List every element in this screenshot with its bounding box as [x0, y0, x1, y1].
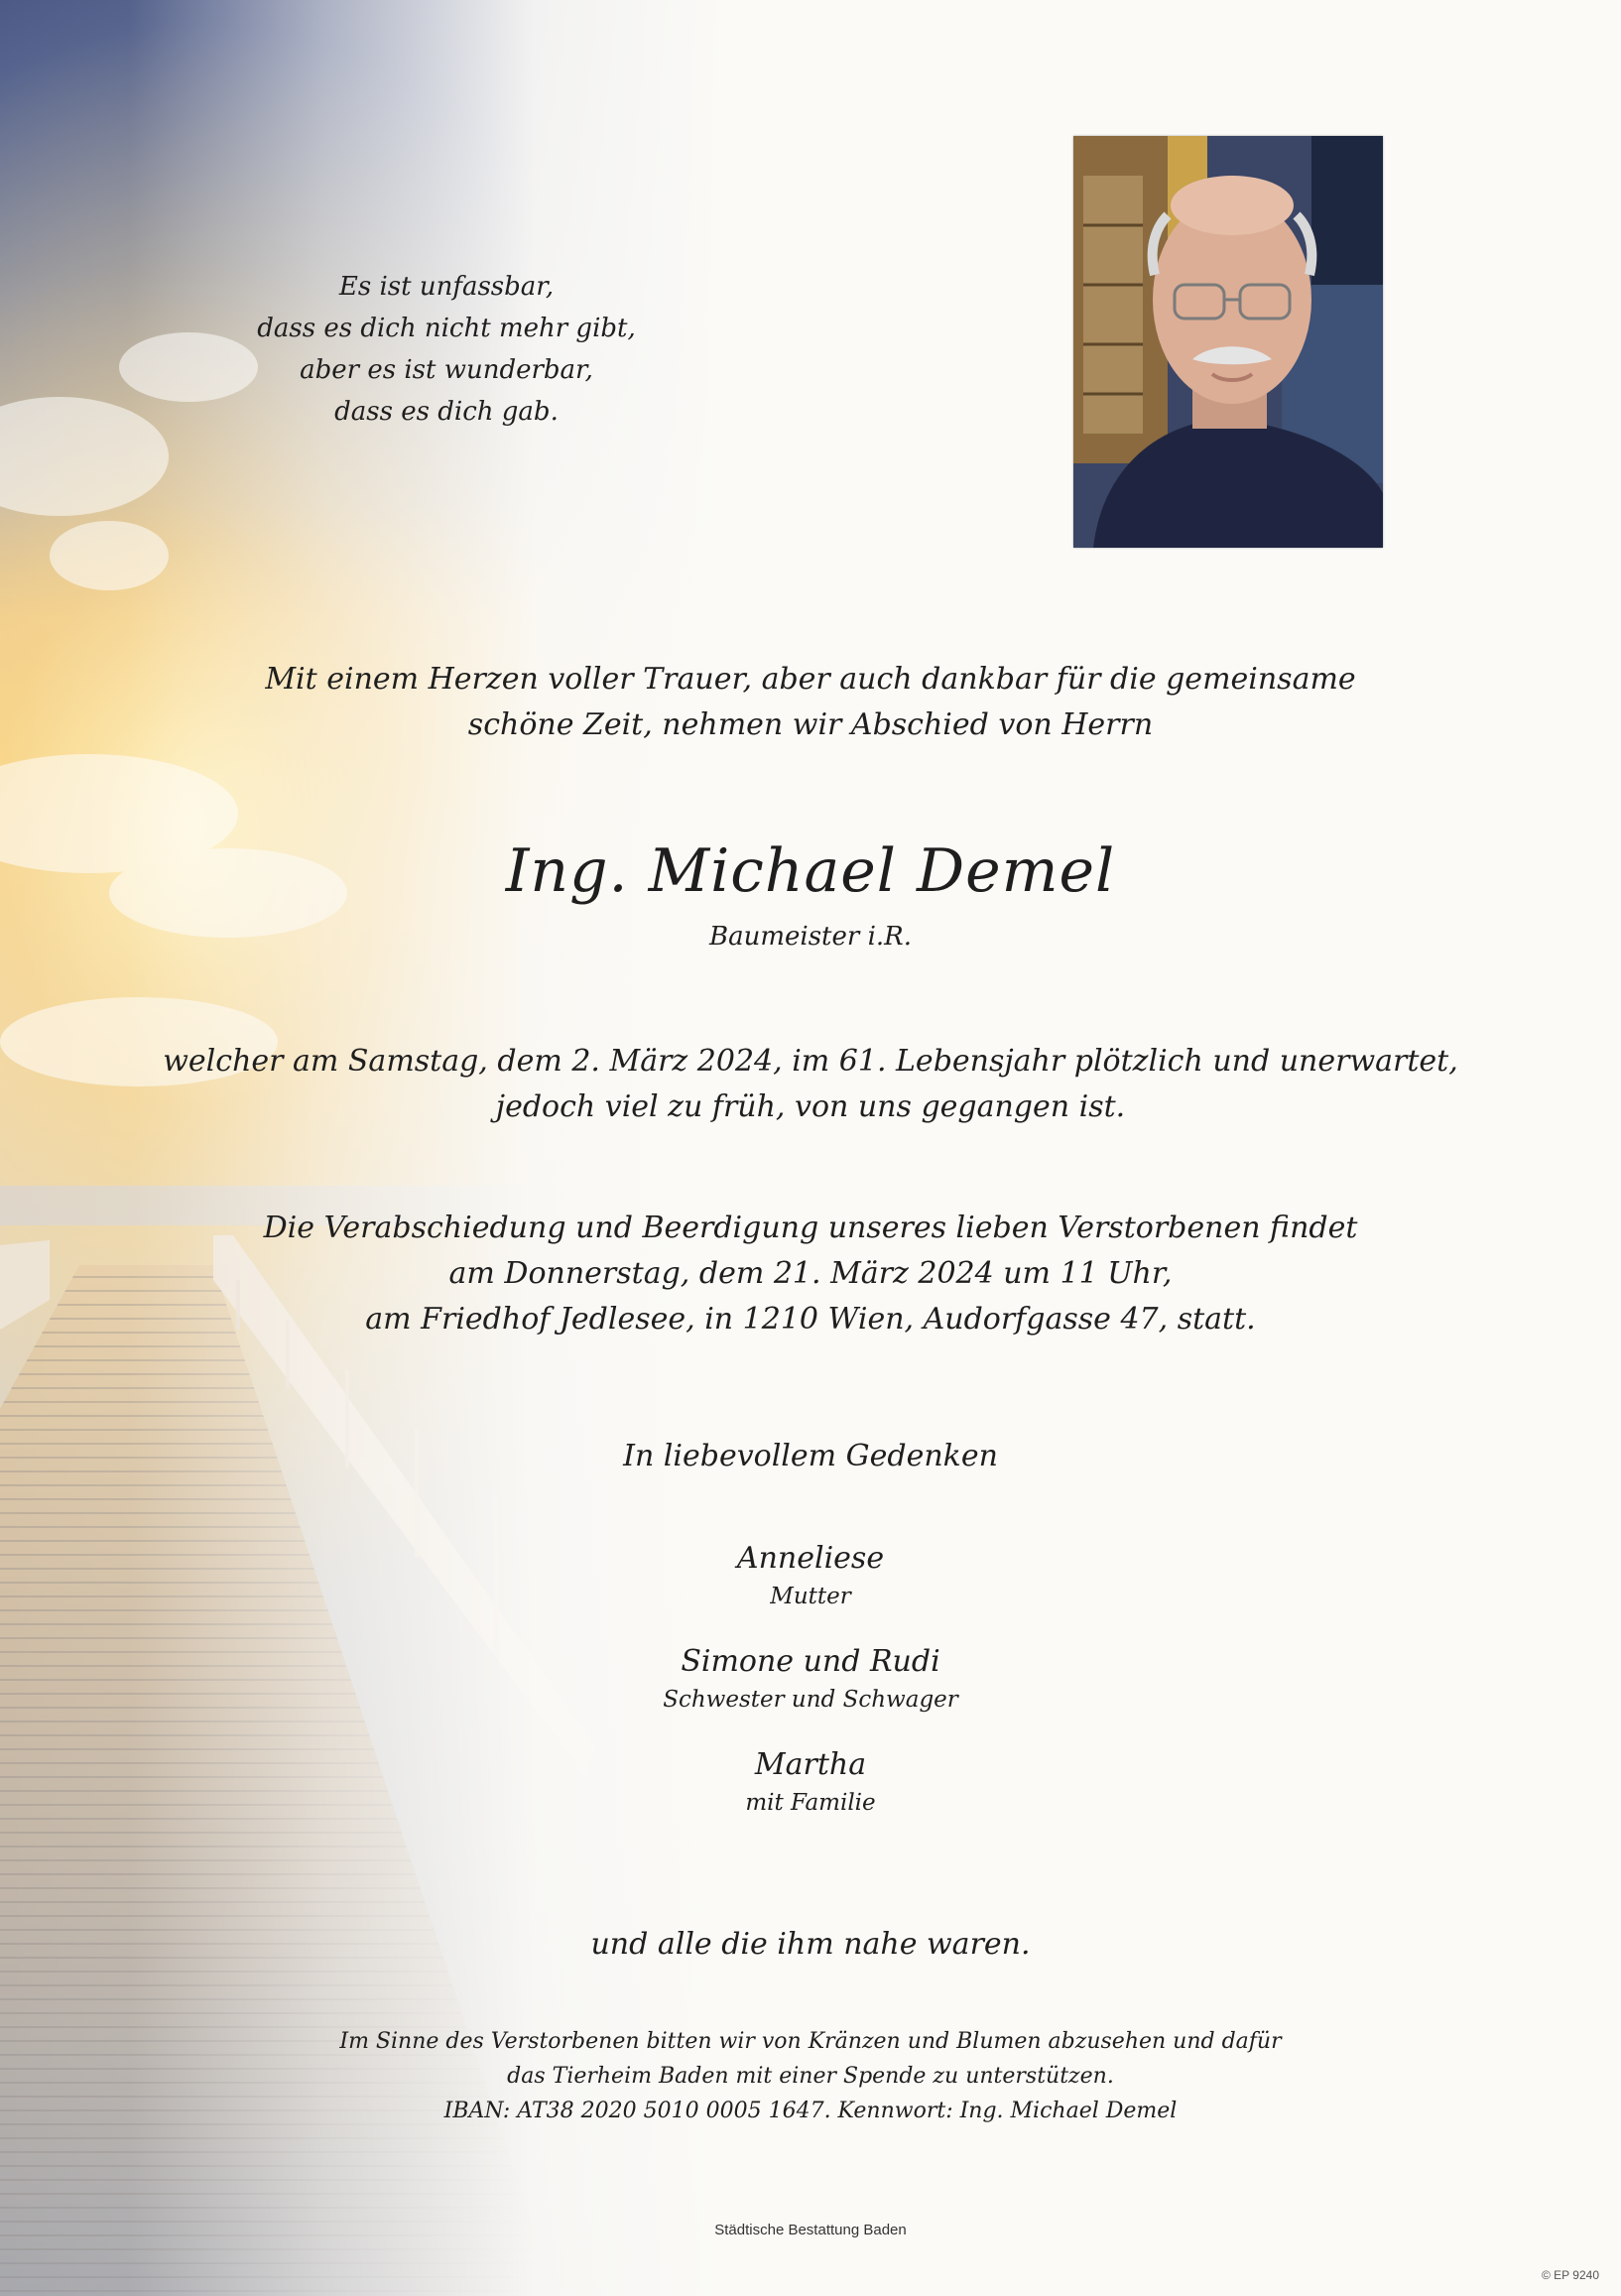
- remembrance-heading: In liebevollem Gedenken: [623, 1439, 998, 1473]
- intro-text: [149, 657, 1472, 748]
- funeral-home-footer: Städtische Bestattung Baden: [714, 2222, 907, 2238]
- mourner-name: Simone und Rudi: [681, 1644, 940, 1679]
- closing-line: und alle die ihm nahe waren.: [590, 1927, 1031, 1962]
- quote-line: dass es dich gab.: [334, 397, 559, 427]
- mourner-entry: [149, 1641, 1472, 1717]
- donation-line: Im Sinne des Verstorbenen bitten wir von Kränzen und Blumen abzusehen und dafür: [339, 2029, 1282, 2054]
- donation-request: [149, 2024, 1472, 2128]
- deceased-name: Ing. Michael Demel: [505, 836, 1116, 906]
- mourner-name: Anneliese: [736, 1541, 885, 1576]
- document-code: © EP 9240: [1542, 2268, 1599, 2282]
- mourner-name: Martha: [754, 1747, 867, 1782]
- donation-line: das Tierheim Baden mit einer Spende zu unterstützen.: [507, 2064, 1114, 2089]
- intro-line: schöne Zeit, nehmen wir Abschied von Herrn: [467, 707, 1154, 742]
- death-notice-line: jedoch viel zu früh, von uns gegangen ist.: [495, 1089, 1126, 1124]
- mourner-entry: [149, 1538, 1472, 1613]
- mourners-list: [149, 1538, 1472, 1848]
- intro-line: Mit einem Herzen voller Trauer, aber auch dankbar für die gemeinsame: [265, 662, 1356, 697]
- deceased-title: Baumeister i.R.: [708, 922, 912, 952]
- donation-line: IBAN: AT38 2020 5010 0005 1647. Kennwort: Ing. Michael Demel: [443, 2099, 1178, 2123]
- funeral-line: Die Verabschiedung und Beerdigung unseres lieben Verstorbenen findet: [263, 1211, 1358, 1245]
- portrait-photo: [1073, 136, 1383, 548]
- mourner-relation: mit Familie: [745, 1790, 876, 1816]
- death-notice-line: welcher am Samstag, dem 2. März 2024, im 61. Lebensjahr plötzlich und unerwartet,: [163, 1044, 1458, 1079]
- funeral-details: [99, 1206, 1522, 1342]
- funeral-line: am Donnerstag, dem 21. März 2024 um 11 Uhr,: [448, 1256, 1173, 1291]
- funeral-line: am Friedhof Jedlesee, in 1210 Wien, Audorfgasse 47, statt.: [365, 1302, 1256, 1337]
- mourner-relation: Schwester und Schwager: [663, 1687, 958, 1713]
- mourner-relation: Mutter: [770, 1584, 851, 1609]
- quote-line: aber es ist wunderbar,: [300, 355, 593, 385]
- quote-line: Es ist unfassbar,: [338, 272, 555, 302]
- quote-line: dass es dich nicht mehr gibt,: [257, 314, 636, 343]
- mourner-entry: [149, 1744, 1472, 1820]
- memorial-quote: [198, 266, 694, 433]
- death-notice: [60, 1039, 1561, 1130]
